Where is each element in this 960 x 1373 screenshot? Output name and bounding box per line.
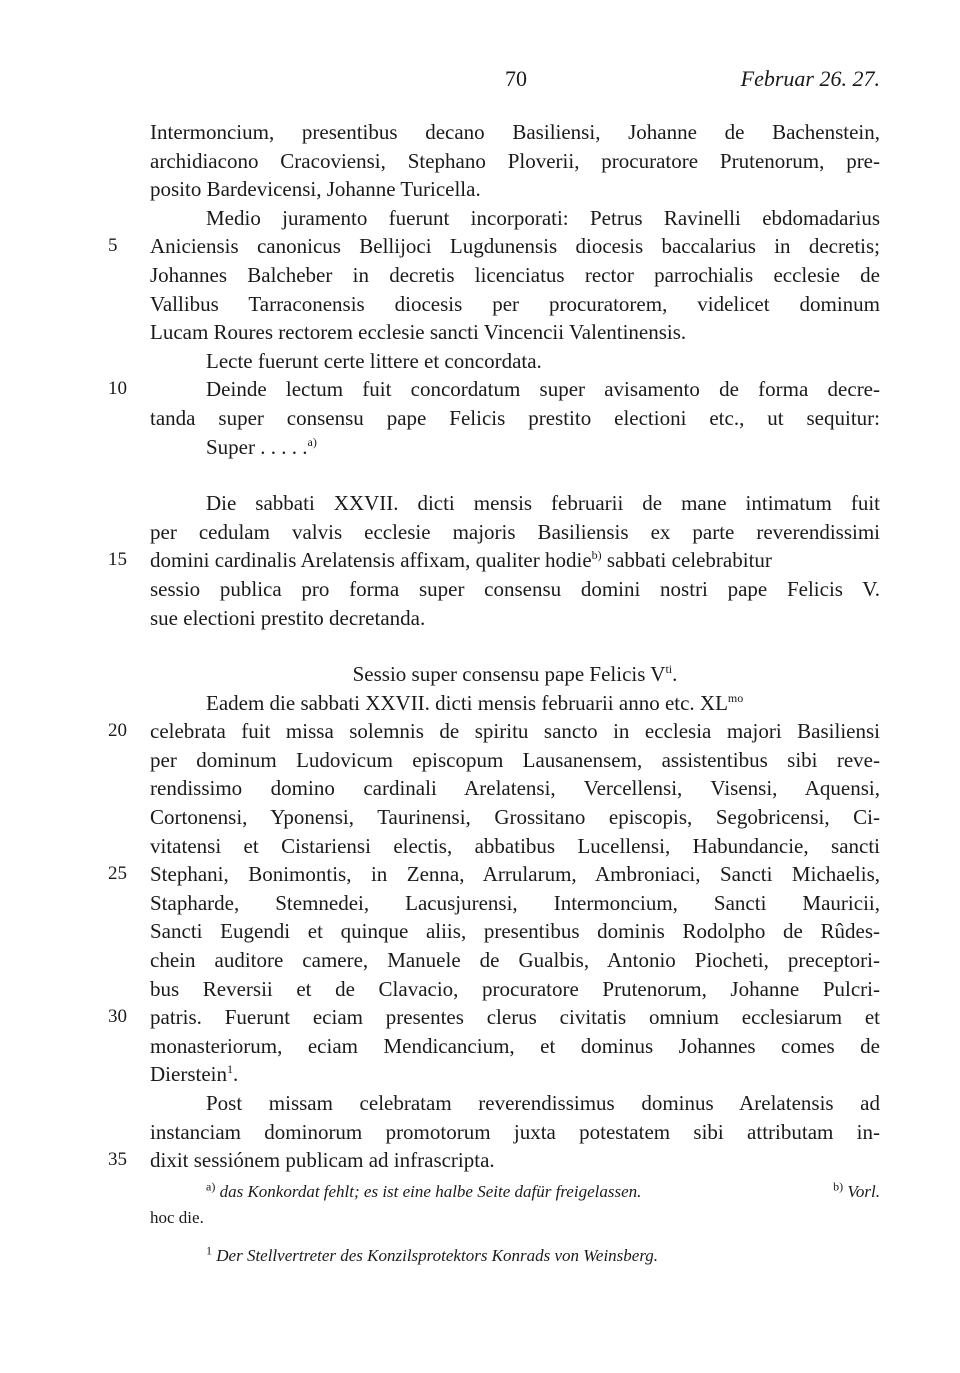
page-number: 70 <box>505 66 527 91</box>
text-line: Medio juramento fuerunt incorporati: Petrus Ravinelli ebdomadarius <box>206 205 880 230</box>
text-line: archidiacono Cracoviensi, Stephano Ploverii, procuratore Prutenorum, pre- <box>150 148 880 173</box>
text-line-25 <box>108 860 880 889</box>
line-number: 30 <box>108 1006 127 1028</box>
text-line: rendissimo domino cardinali Arelatensi, Vercellensi, Visensi, Aquensi, <box>150 776 880 801</box>
heading-period: . <box>672 662 678 687</box>
footnote-b-cont: hoc die. <box>150 1208 204 1227</box>
text-line: Sancti Eugendi et quinque aliis, presentibus dominis Rodolpho de Rûdes- <box>150 919 880 944</box>
line-text: celebrata fuit missa solemnis de spiritu sancto in ecclesia majori Basiliensi <box>150 719 880 744</box>
page-header <box>150 66 880 96</box>
text-line <box>150 689 880 718</box>
footnote-1-body <box>150 1243 659 1265</box>
text-line: vitatensi et Cistariensi electis, abbatibus Lucellensi, Habundancie, sancti <box>150 833 880 858</box>
footnote-a <box>150 1179 642 1201</box>
section-gap <box>150 632 880 660</box>
text-line: posito Bardevicensi, Johanne Turicella. <box>150 177 481 202</box>
section-heading <box>150 660 880 689</box>
footnote-b <box>833 1179 880 1202</box>
text-line-20 <box>108 717 880 746</box>
text-line: instanciam dominorum promotorum juxta potestatem sibi attributam in- <box>150 1119 880 1144</box>
note-b-ref: b) <box>591 548 602 563</box>
line-number: 5 <box>108 235 118 257</box>
line-text: Dierstein <box>150 1062 227 1087</box>
section-gap <box>150 461 880 489</box>
text-line: bus Reversii et de Clavacio, procuratore Prutenorum, Johanne Pulcri- <box>150 976 880 1001</box>
line-text-cont: sabbati celebrabitur <box>601 548 772 573</box>
text-line: Post missam celebratam reverendissimus dominus Arelatensis ad <box>206 1091 880 1115</box>
text-line-35 <box>108 1146 880 1175</box>
running-head: Februar 26. 27. <box>740 66 880 91</box>
text-line: Lecte fuerunt certe littere et concordata. <box>206 348 542 373</box>
text-line: Lucam Roures rectorem ecclesie sancti Vincencii Valentinensis. <box>150 320 687 345</box>
footnote-b-mark: b) <box>833 1179 844 1194</box>
line-text: Aniciensis canonicus Bellijoci Lugdunensis diocesis baccalarius in decretis; <box>150 234 880 259</box>
heading-sup: ti <box>665 662 673 677</box>
line-text: Deinde lectum fuit concordatum super avisamento de forma decre- <box>206 377 880 402</box>
line-number: 20 <box>108 720 127 742</box>
text-line: tanda super consensu pape Felicis prestito electioni etc., ut sequitur: <box>150 405 880 430</box>
year-sup: mo <box>727 690 744 705</box>
text-line: monasteriorum, eciam Mendicancium, et dominus Johannes comes de <box>150 1033 880 1058</box>
line-number: 35 <box>108 1149 127 1171</box>
line-text: Eadem die sabbati XXVII. dicti mensis februarii anno etc. XL <box>206 690 728 715</box>
footnote-a-b <box>150 1179 880 1202</box>
footnote-b-text: Vorl. <box>843 1182 880 1201</box>
text-line: chein auditore camere, Manuele de Gualbis, Antonio Piocheti, preceptori- <box>150 948 880 973</box>
line-text: dixit sessiónem publicam ad infrascripta. <box>150 1148 495 1173</box>
text-line: Stapharde, Stemnedei, Lacusjurensi, Intermoncium, Sancti Mauricii, <box>150 890 880 915</box>
text-line <box>150 1060 880 1089</box>
text-line-15 <box>108 546 880 575</box>
footnote-a-text: das Konkordat fehlt; es ist eine halbe Seite dafür freigelassen. <box>215 1182 642 1201</box>
note-1-ref: 1 <box>226 1062 233 1077</box>
text-line-30 <box>108 1003 880 1032</box>
text-line-5 <box>108 232 880 261</box>
footnote-1 <box>150 1243 880 1266</box>
line-number: 15 <box>108 549 127 571</box>
heading-text: Sessio super consensu pape Felicis V <box>352 662 666 687</box>
text-line: per cedulam valvis ecclesie majoris Basiliensis ex parte reverendissimi <box>150 519 880 544</box>
body-text <box>108 118 880 1175</box>
text-line: Johannes Balcheber in decretis licenciatus rector parrochialis ecclesie de <box>150 262 880 287</box>
text-line: Vallibus Tarraconensis diocesis per procuratorem, videlicet dominum <box>150 291 880 316</box>
line-text: Stephani, Bonimontis, in Zenna, Arrularum, Ambroniaci, Sancti Michaelis, <box>150 862 880 887</box>
text-line: Intermoncium, presentibus decano Basiliensi, Johanne de Bachenstein, <box>150 120 880 144</box>
text-line: sue electioni prestito decretanda. <box>150 605 426 630</box>
line-text: domini cardinalis Arelatensis affixam, qualiter hodie <box>150 548 592 573</box>
line-text: Super . . . . . <box>206 434 308 459</box>
footnote-1-mark: 1 <box>206 1243 212 1258</box>
text-line: Die sabbati XXVII. dicti mensis februarii de mane intimatum fuit <box>206 491 880 516</box>
footnote-a-mark: a) <box>206 1179 216 1194</box>
note-a-ref: a) <box>307 434 317 449</box>
line-text: patris. Fuerunt eciam presentes clerus civitatis omnium ecclesiarum et <box>150 1005 880 1030</box>
text-line: sessio publica pro forma super consensu domini nostri pape Felicis V. <box>150 576 880 601</box>
line-number: 25 <box>108 863 127 885</box>
line-number: 10 <box>108 378 127 400</box>
footnote-1-text: Der Stellvertreter des Konzilsprotektors Konrads von Weinsberg. <box>212 1246 659 1265</box>
text-line-10 <box>108 375 880 404</box>
text-line: Cortonensi, Yponensi, Taurinensi, Grossitano episcopis, Segobricensi, Ci- <box>150 805 880 830</box>
text-line <box>150 433 880 462</box>
text-line: per dominum Ludovicum episcopum Lausanensem, assistentibus sibi reve- <box>150 747 880 772</box>
line-period: . <box>232 1062 239 1087</box>
